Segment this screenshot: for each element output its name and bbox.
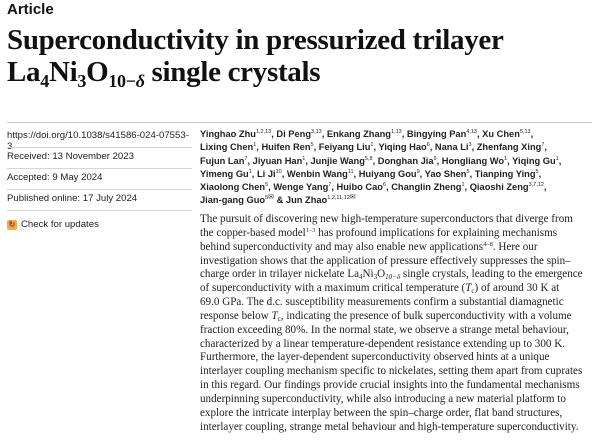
author-affiliation: 9: [416, 168, 420, 175]
author-affiliation: 1: [504, 155, 508, 162]
author-name[interactable]: Fujun Lan$^7$: [200, 155, 248, 166]
author-name[interactable]: Lixing Chen$^1$: [200, 142, 257, 153]
author-name[interactable]: Huiyang Gou$^9$: [358, 168, 420, 179]
author-affiliation: 6: [426, 142, 430, 149]
author-affiliation: 1: [248, 168, 252, 175]
author-affiliation: 5,13: [519, 129, 531, 135]
author-affiliation: 1: [555, 155, 559, 162]
author-affiliation: 1: [461, 182, 465, 189]
check-for-updates-button[interactable]: ↻ Check for updates: [8, 219, 99, 230]
author-name[interactable]: Tianping Ying$^5$: [474, 168, 539, 179]
article-metadata: [7, 130, 192, 235]
author-name[interactable]: Huibo Cao$^6$: [336, 182, 387, 193]
author-affiliation: 1: [370, 142, 374, 149]
author-affiliation: 6: [382, 182, 387, 189]
author-name[interactable]: Zhenfang Xing$^7$: [476, 142, 545, 153]
article-type-label: Article: [7, 1, 54, 18]
author-name[interactable]: Wenge Yang$^7$: [273, 182, 332, 193]
author-name[interactable]: Wenbin Wang$^{11}$: [286, 168, 354, 179]
title-line-2: $La_4Ni_3O_{10-\delta}$ single crystals: [7, 56, 321, 91]
author-name[interactable]: Yiqing Gu$^1$: [512, 155, 559, 166]
author-name[interactable]: Bingying Pan$^{4,13}$: [406, 129, 477, 139]
author-name[interactable]: Xu Chen$^{5,13}$: [482, 129, 531, 139]
author-name[interactable]: Hongliang Wo$^1$: [441, 155, 508, 166]
header-divider: [7, 122, 592, 123]
author-affiliation: 7: [328, 182, 332, 189]
author-affiliation: 7: [541, 142, 545, 149]
author-list: Yinghao Zhu$^{1,2,13}$, Di Peng$^{3,13}$, Enkang Zhang$^{1,13}$, Bingying Pan$^{4,13}$, Xu Chen$^{5,13}$, Lixing Chen$^1$, Huifen Ren$^5$, Feiyang Liu$^1$, Yiqing Hao$^6$, Nana Li$^3$, Zhenfang Xing$^7$, Fujun Lan$^7$, Jiyuan Han$^1$, Junjie Wang$^{5,8}$, Donghan Jia$^9$, Hongliang Wo$^1$, Yiqing Gu$^1$, Yimeng Gu$^1$, Li Ji$^{10}$, Wenbin Wang$^{11}$, Huiyang Gou$^9$, Yao Shen$^5$, Tianping Ying$^5$, Xiaolong Chen$^5$, Wenge Yang$^7$, Huibo Cao$^6$, Changlin Zheng$^1$, Qiaoshi Zeng$^{3,7,12}$, Jian-gang Guo$^{5✉}$ & Jun Zhao$^{1,2,11,12✉}$: [200, 129, 562, 206]
author-affiliation: 1: [253, 142, 257, 149]
abstract: The pursuit of discovering new high-temperature superconductors that diverge from the copper-based model$^{1-3}$ has profound implications for explaining mechanisms behind superconductivity and may also enable new applications$^{4-8}$. Here our investigation shows that the application of pressure effectively suppresses the spin– charge order in trilayer nickelate $La_4Ni_3O_{10-\delta}$ single crystals, leading to the emergence of superconductivity with a maximum critical temperature $(T_c)$ of around 30 K at 69.0 GPa. The d.c. susceptibility measurements confirm a substantial diamagnetic response below $T_c$, indicating the presence of bulk superconductivity with a volume fraction exceeding 80%. In the normal state, we observe a strange metal behaviour, characterized by a linear temperature-dependent resistance extending up to 300 K. Furthermore, the layer-dependent superconductivity observed hints at a unique interlayer coupling mechanism specific to nickelates, setting them apart from cuprates in this regard. Our findings provide crucial insights into the fundamental mechanisms underpinning superconductivity, while also introducing a new material platform to explore the intricate interplay between the spin–charge order, flat band structures, interlayer coupling, strange metal behaviour and high-temperature superconductivity.: [200, 213, 583, 433]
author-name[interactable]: Jian-gang Guo$^{5✉}$: [200, 194, 275, 206]
author-name[interactable]: Yimeng Gu$^1$: [200, 168, 252, 179]
author-affiliation: 3,7,12: [528, 182, 544, 189]
author-affiliation: 5: [310, 142, 314, 149]
author-affiliation: 5: [535, 168, 539, 175]
received-date: Received: 13 November 2023: [7, 151, 192, 172]
author-name[interactable]: Nana Li$^3$: [434, 142, 472, 153]
author-affiliation: 11: [347, 168, 354, 175]
doi-link[interactable]: https://doi.org/10.1038/s41586-024-07553-3: [7, 130, 189, 152]
author-name[interactable]: Feiyang Liu$^1$: [318, 142, 374, 153]
author-name[interactable]: Qiaoshi Zeng$^{3,7,12}$: [469, 182, 544, 193]
accepted-date: Accepted: 9 May 2024: [7, 172, 192, 193]
author-affiliation: 5: [265, 182, 269, 189]
author-name[interactable]: Junjie Wang$^{5,8}$: [310, 155, 373, 166]
author-name[interactable]: Xiaolong Chen$^5$: [200, 182, 269, 193]
paper-title: [7, 24, 597, 91]
author-name[interactable]: Enkang Zhang$^{1,13}$: [326, 129, 402, 139]
author-affiliation: 5: [466, 168, 470, 175]
published-date: Published online: 17 July 2024: [7, 193, 192, 214]
author-affiliation: 1,2,11,12✉: [327, 194, 356, 202]
author-affiliation: 1: [302, 155, 306, 162]
author-name[interactable]: Yiqing Hao$^6$: [378, 142, 430, 153]
author-affiliation: 3: [468, 142, 472, 149]
author-name[interactable]: Yao Shen$^5$: [424, 168, 470, 179]
author-name[interactable]: Jiyuan Han$^1$: [252, 155, 306, 166]
author-affiliation: 4,13: [466, 129, 477, 135]
author-name[interactable]: Yinghao Zhu$^{1,2,13}$: [200, 129, 272, 139]
email-icon[interactable]: ✉: [268, 194, 275, 202]
author-affiliation: 10: [275, 168, 282, 175]
doi-row: [7, 130, 192, 151]
author-affiliation: 1,13: [390, 129, 402, 135]
check-updates-icon: ↻: [8, 219, 16, 229]
author-name[interactable]: Jun Zhao$^{1,2,11,12✉}$: [285, 194, 356, 206]
author-affiliation: 9: [433, 155, 437, 162]
author-name[interactable]: Di Peng$^{3,13}$: [276, 129, 322, 139]
email-icon[interactable]: ✉: [349, 194, 356, 202]
author-affiliation: 1,2,13: [255, 129, 272, 135]
author-affiliation: 5,8: [364, 155, 373, 162]
author-name[interactable]: Donghan Jia$^9$: [377, 155, 437, 166]
author-name[interactable]: Li Ji$^{10}$: [256, 168, 282, 179]
author-affiliation: 5✉: [265, 194, 275, 202]
author-affiliation: 3,13: [311, 129, 322, 135]
author-name[interactable]: Changlin Zheng$^1$: [391, 182, 465, 193]
title-line-1: Superconductivity in pressurized trilayer: [7, 24, 504, 56]
author-name[interactable]: Huifen Ren$^5$: [261, 142, 314, 153]
author-affiliation: 7: [244, 155, 248, 162]
